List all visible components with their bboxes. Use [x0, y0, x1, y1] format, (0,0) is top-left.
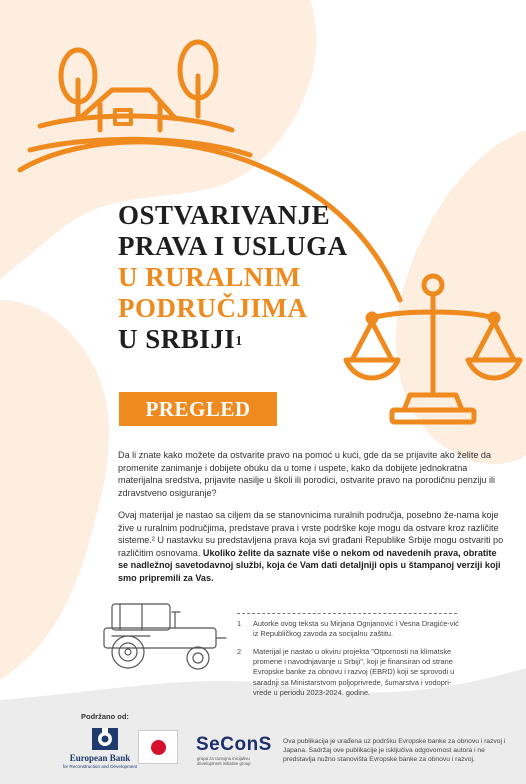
footnote-text: Materijal je nastao u okviru projekta "Otpornosti na klimatske promene i navodnjavanje u Srbiji", koji je finansiran od strane Evropske banke za obnovu i razvoj (EBRD) koji se sprovodi u saradnji sa Ministarstvom poljoprivrede, šumarstva i vodopri-vrede u periodu 2023-2024. godine.	[253, 647, 455, 697]
footnote-number: 1	[237, 619, 242, 628]
purpose-paragraph	[118, 509, 508, 585]
peach-blob-right	[396, 130, 526, 464]
title-footnote-mark: 1	[235, 334, 243, 349]
title-line-1: OSTVARIVANJE	[118, 200, 331, 230]
footnote-divider	[237, 613, 457, 614]
purpose-text: Ovaj materijal je nastao sa ciljem da se stanovnicima ruralnih područja, posebno že-nama koje žive u ruralnim područjima, predstave prava i vrste podrške koje mogu da ostvare kroz različite sisteme.² U nastavku su predstavljena prava koja svi građani Republike Srbije mogu ostvariti po različitim osnovama.	[118, 510, 504, 558]
title-line-3: U RURALNIM	[118, 262, 301, 292]
supported-by-label: Podržano od:	[81, 712, 129, 721]
footnote-text: Autorke ovog teksta su Mirjana Ognjanović i Vesna Dragiće-vić iz Republičkog zavoda za socijalnu zaštitu.	[253, 619, 459, 639]
intro-paragraph: Da li znate kako možete da ostvarite pravo na pomoć u kući, gde da se prijavite ako želite da promenite zanimanje i dobijete obuku da u tome i uspete, kako da dobijete jednokratna materijalna sredstva, prijavite nasilje u školi ili porodici, ostvarite pravo na porodičnu penziju ili zdravstveno osiguranje?	[118, 450, 496, 498]
purpose-bold-text: Ukoliko želite da saznate više o nekom od navedenih prava, obratite se nadležnoj savetodavnoj službi, koja će Vam dati detaljniji opis u štampanoj verziji koji smo pripremili za Vas.	[118, 547, 501, 583]
disclaimer-text: Ova publikacija je urađena uz podršku Evropske banke za obnovu i razvoj i Japana. Sadržaj ove publikacije je isključiva odgovornost autora i ne predstavlja nužno stanovišta Evropske banke za obnovu i razvoj.	[283, 738, 506, 763]
flag-sun	[151, 740, 166, 755]
footnote-1	[237, 619, 465, 639]
title-line-5-wrap	[118, 324, 348, 355]
secons-logo: SeConS	[196, 734, 272, 755]
title-line-4: PODRUČJIMA	[118, 293, 308, 323]
secons-subtitle: grupa za razvojnu inicijativu development initiative group	[197, 756, 251, 766]
ebrd-subtitle: for Reconstruction and Development	[62, 764, 138, 769]
japan-flag-icon	[138, 730, 178, 764]
ebrd-name: European Bank	[69, 753, 131, 763]
footnote-number: 2	[237, 647, 242, 656]
title-line-2: PRAVA I USLUGA	[118, 231, 348, 261]
title-line-5: U SRBIJI	[118, 324, 236, 354]
footnote-2	[237, 647, 465, 698]
peach-blob-left	[0, 300, 109, 680]
document-title	[118, 200, 348, 355]
pregled-banner: PREGLED	[119, 392, 277, 426]
tractor-icon	[104, 604, 226, 669]
